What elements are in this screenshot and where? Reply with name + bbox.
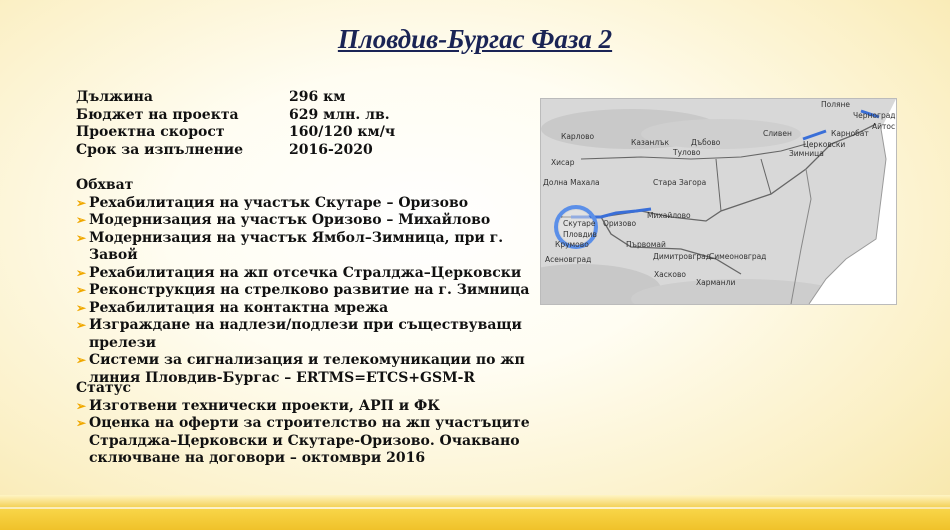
- status-section: [76, 380, 546, 468]
- fact-label: Проектна скорост: [76, 124, 225, 140]
- map-label: Хасково: [654, 270, 686, 279]
- arrow-bullet-icon: ➢: [76, 195, 87, 210]
- fact-term: [76, 142, 395, 160]
- list-item: ➢ Системи за сигнализация и телекомуникации по жп линия Пловдив-Бургас – ERTMS=ETCS+GSM-R: [76, 352, 525, 386]
- list-item: ➢ Изготвени технически проекти, АРП и ФК: [76, 397, 440, 414]
- arrow-bullet-icon: ➢: [76, 213, 87, 227]
- map-label: Стара Загора: [653, 178, 707, 187]
- arrow-bullet-icon: ➢: [76, 318, 87, 332]
- arrow-bullet-icon: ➢: [76, 265, 87, 280]
- map-label: Димитровград: [653, 252, 711, 261]
- arrow-bullet-icon: ➢: [76, 300, 87, 315]
- map-label: Асеновград: [545, 255, 592, 264]
- fact-speed: [76, 124, 395, 142]
- list-item: ➢ Рехабилитация на контактна мрежа: [76, 299, 389, 316]
- fact-value: 160/120 км/ч: [289, 124, 396, 140]
- map-label: Поляне: [821, 100, 851, 109]
- scope-heading: Обхват: [76, 177, 134, 193]
- map-label: Симеоновград: [709, 252, 767, 261]
- fact-label: Дължина: [76, 89, 153, 105]
- map-label: Зимница: [789, 149, 824, 158]
- fact-budget: [76, 107, 395, 125]
- route-map: [540, 98, 897, 305]
- fact-label: Бюджет на проекта: [76, 106, 239, 123]
- fact-value: 296 км: [289, 89, 346, 105]
- footer-band: [0, 509, 950, 530]
- map-label: Казанлък: [631, 138, 670, 147]
- map-label: Тулово: [673, 148, 701, 157]
- fact-length: [76, 89, 395, 107]
- arrow-bullet-icon: ➢: [76, 398, 87, 413]
- map-label: Церковски: [803, 140, 846, 149]
- map-label: Сливен: [763, 129, 792, 138]
- map-label: Крумово: [555, 240, 589, 249]
- status-heading: Статус: [76, 380, 132, 396]
- arrow-bullet-icon: ➢: [76, 416, 87, 430]
- list-item: ➢ Изграждане на надлези/подлези при съществуващи прелези: [76, 317, 522, 351]
- list-item: ➢ Модернизация на участък Оризово – Михайлово: [76, 212, 491, 228]
- map-label: Долна Махала: [543, 178, 600, 187]
- map-label: Първомай: [626, 240, 666, 249]
- list-item: ➢ Рехабилитация на жп отсечка Стралджа–Церковски: [76, 264, 522, 281]
- fact-value: 629 млн. лв.: [289, 106, 390, 123]
- map-label: Оризово: [603, 219, 637, 228]
- map-label: Харманли: [696, 278, 736, 287]
- map-label: Пловдив: [563, 230, 597, 239]
- map-label: Хисар: [551, 158, 575, 167]
- fact-label: Срок за изпълнение: [76, 141, 244, 158]
- map-label: Дъбово: [691, 138, 721, 147]
- list-item: ➢ Оценка на оферти за строителство на жп участъците Стралджа–Церковски и Скутаре-Оризово. Очаквано сключване на договори – октомври 2016: [76, 415, 530, 466]
- arrow-bullet-icon: ➢: [76, 230, 87, 245]
- list-item: ➢ Рехабилитация на участък Скутаре – Оризово: [76, 194, 469, 211]
- map-label: Михайлово: [647, 211, 691, 220]
- list-item: ➢ Модернизация на участък Ямбол–Зимница, при г. Завой: [76, 229, 504, 263]
- fact-value: 2016-2020: [289, 141, 373, 158]
- footer-band-light: [0, 495, 950, 507]
- map-label: Айтос: [872, 122, 896, 131]
- map-label: Карлово: [561, 132, 595, 141]
- scope-section: [76, 177, 546, 387]
- project-facts: [76, 89, 395, 159]
- slide-title: Пловдив-Бургас Фаза 2: [337, 24, 613, 54]
- map-label: Черноград: [853, 111, 896, 120]
- list-item: ➢ Реконструкция на стрелково развитие на г. Зимница: [76, 282, 530, 298]
- arrow-bullet-icon: ➢: [76, 353, 87, 367]
- arrow-bullet-icon: ➢: [76, 283, 87, 297]
- map-label: Карнобат: [831, 129, 869, 138]
- map-label: Скутаре: [563, 219, 596, 228]
